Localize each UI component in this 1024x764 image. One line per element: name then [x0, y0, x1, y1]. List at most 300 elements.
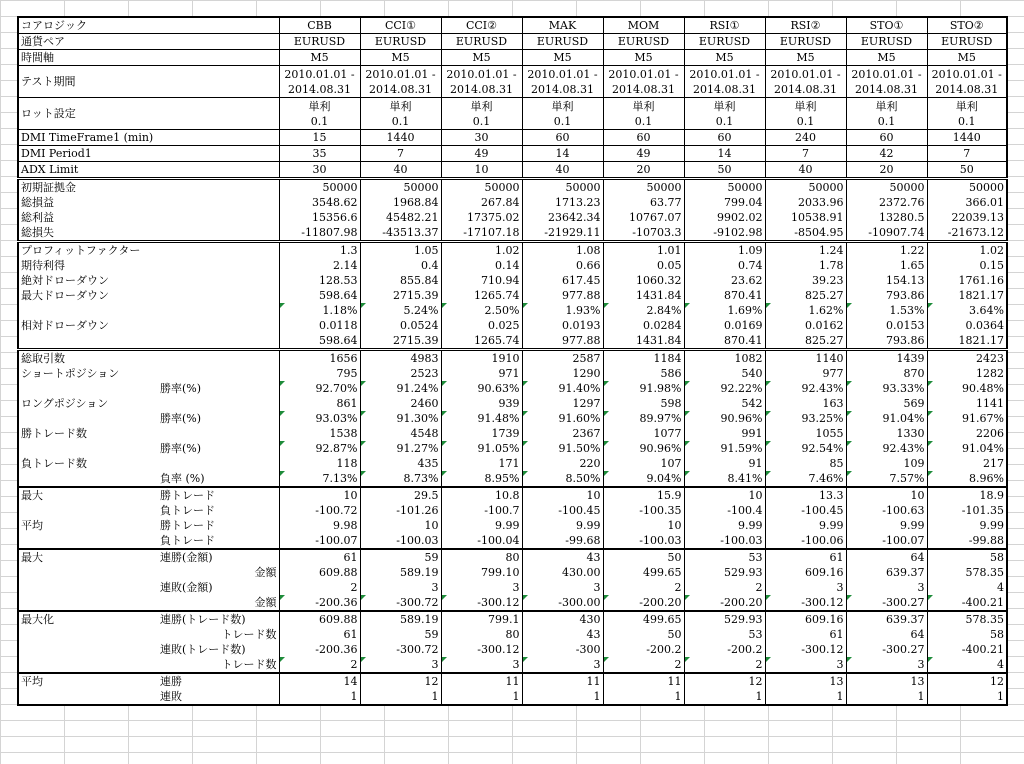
- value-cell-7[interactable]: 13: [765, 673, 846, 689]
- value-cell-1[interactable]: 795: [279, 366, 360, 381]
- row-label[interactable]: 勝トレード数: [18, 426, 158, 441]
- value-cell-9[interactable]: [927, 98, 1007, 130]
- value-cell-5[interactable]: 50000: [603, 179, 684, 196]
- value-cell-5[interactable]: 1.01: [603, 242, 684, 259]
- value-cell-7[interactable]: EURUSD: [765, 34, 846, 50]
- value-cell-5[interactable]: [603, 66, 684, 98]
- value-cell-5[interactable]: 1060.32: [603, 273, 684, 288]
- value-cell-8[interactable]: 569: [846, 396, 927, 411]
- value-cell-9[interactable]: 91.67%: [927, 411, 1007, 426]
- value-cell-3[interactable]: 799.10: [441, 565, 522, 580]
- value-cell-7[interactable]: 50000: [765, 179, 846, 196]
- value-cell-8[interactable]: 793.86: [846, 333, 927, 350]
- value-cell-1[interactable]: M5: [279, 50, 360, 66]
- value-cell-2[interactable]: 1440: [360, 130, 441, 146]
- value-cell-5[interactable]: 1: [603, 689, 684, 705]
- value-cell-7[interactable]: 61: [765, 549, 846, 565]
- row-sublabel[interactable]: [158, 396, 279, 411]
- row-label[interactable]: 総損益: [18, 195, 158, 210]
- value-cell-1[interactable]: 128.53: [279, 273, 360, 288]
- value-cell-1[interactable]: 1656: [279, 350, 360, 367]
- value-cell-7[interactable]: -300.12: [765, 642, 846, 657]
- value-cell-9[interactable]: -400.21: [927, 595, 1007, 611]
- value-cell-8[interactable]: 1.22: [846, 242, 927, 259]
- value-cell-9[interactable]: 1821.17: [927, 288, 1007, 303]
- row-sublabel[interactable]: [158, 303, 279, 318]
- value-cell-7[interactable]: 13.3: [765, 487, 846, 503]
- row-sublabel[interactable]: 勝トレード: [160, 519, 215, 532]
- value-cell-9[interactable]: 9.99: [927, 518, 1007, 533]
- value-cell-7[interactable]: -100.45: [765, 503, 846, 518]
- row-label[interactable]: 初期証拠金: [18, 179, 158, 196]
- value-cell-6[interactable]: 540: [684, 366, 765, 381]
- value-cell-2[interactable]: 8.73%: [360, 471, 441, 487]
- value-cell-1[interactable]: 15: [279, 130, 360, 146]
- row-label[interactable]: [18, 657, 158, 673]
- value-cell-3[interactable]: 1265.74: [441, 333, 522, 350]
- value-cell-5[interactable]: 499.65: [603, 565, 684, 580]
- value-cell-1[interactable]: [279, 66, 360, 98]
- value-cell-2[interactable]: 435: [360, 456, 441, 471]
- row-sublabel[interactable]: [158, 366, 279, 381]
- value-cell-6[interactable]: 1: [684, 689, 765, 705]
- value-cell-7[interactable]: RSI②: [765, 17, 846, 34]
- value-cell-8[interactable]: 0.0153: [846, 318, 927, 333]
- value-cell-3[interactable]: [441, 98, 522, 130]
- value-cell-4[interactable]: MAK: [522, 17, 603, 34]
- value-cell-6[interactable]: 991: [684, 426, 765, 441]
- value-cell-6[interactable]: 53: [684, 627, 765, 642]
- value-cell-8[interactable]: 870: [846, 366, 927, 381]
- value-cell-7[interactable]: 85: [765, 456, 846, 471]
- value-cell-5[interactable]: 499.65: [603, 611, 684, 627]
- value-cell-4[interactable]: 23642.34: [522, 210, 603, 225]
- value-cell-1[interactable]: 598.64: [279, 288, 360, 303]
- value-cell-1[interactable]: -11807.98: [279, 225, 360, 242]
- row-label[interactable]: [18, 565, 158, 580]
- row-label[interactable]: テスト期間: [18, 66, 279, 98]
- value-cell-6[interactable]: 91.59%: [684, 441, 765, 456]
- row-label[interactable]: コアロジック: [18, 17, 279, 34]
- value-cell-5[interactable]: 0.05: [603, 258, 684, 273]
- value-cell-9[interactable]: 366.01: [927, 195, 1007, 210]
- value-cell-2[interactable]: 10: [360, 518, 441, 533]
- value-cell-1[interactable]: 2.14: [279, 258, 360, 273]
- value-cell-4[interactable]: 1.93%: [522, 303, 603, 318]
- value-cell-9[interactable]: 58: [927, 549, 1007, 565]
- value-cell-4[interactable]: 91.50%: [522, 441, 603, 456]
- value-cell-6[interactable]: [684, 98, 765, 130]
- value-cell-8[interactable]: 1330: [846, 426, 927, 441]
- value-cell-2[interactable]: 12: [360, 673, 441, 689]
- value-cell-7[interactable]: 92.54%: [765, 441, 846, 456]
- value-cell-6[interactable]: 2: [684, 657, 765, 673]
- value-cell-1[interactable]: 7.13%: [279, 471, 360, 487]
- value-cell-8[interactable]: -300.27: [846, 642, 927, 657]
- value-cell-5[interactable]: 2.84%: [603, 303, 684, 318]
- value-cell-2[interactable]: -300.72: [360, 595, 441, 611]
- value-cell-2[interactable]: 91.30%: [360, 411, 441, 426]
- value-cell-4[interactable]: 43: [522, 549, 603, 565]
- value-cell-8[interactable]: 7.57%: [846, 471, 927, 487]
- value-cell-2[interactable]: CCI①: [360, 17, 441, 34]
- value-cell-5[interactable]: 50: [603, 627, 684, 642]
- value-cell-8[interactable]: 50000: [846, 179, 927, 196]
- value-cell-4[interactable]: -300: [522, 642, 603, 657]
- value-cell-2[interactable]: 91.24%: [360, 381, 441, 396]
- value-cell-3[interactable]: 0.14: [441, 258, 522, 273]
- value-cell-3[interactable]: 11: [441, 673, 522, 689]
- row-label[interactable]: DMI TimeFrame1 (min): [18, 130, 279, 146]
- row-sublabel[interactable]: 連勝: [158, 673, 279, 689]
- value-cell-6[interactable]: 1082: [684, 350, 765, 367]
- value-cell-3[interactable]: 971: [441, 366, 522, 381]
- value-cell-3[interactable]: 1.02: [441, 242, 522, 259]
- value-cell-6[interactable]: 92.22%: [684, 381, 765, 396]
- value-cell-3[interactable]: 49: [441, 146, 522, 162]
- value-cell-8[interactable]: M5: [846, 50, 927, 66]
- row-sublabel[interactable]: 負トレード: [160, 504, 215, 517]
- value-cell-2[interactable]: -300.72: [360, 642, 441, 657]
- value-cell-3[interactable]: 710.94: [441, 273, 522, 288]
- value-cell-4[interactable]: 11: [522, 673, 603, 689]
- value-cell-1[interactable]: 1.3: [279, 242, 360, 259]
- value-cell-8[interactable]: EURUSD: [846, 34, 927, 50]
- value-cell-5[interactable]: -200.20: [603, 595, 684, 611]
- value-cell-7[interactable]: 0.0162: [765, 318, 846, 333]
- value-cell-7[interactable]: 825.27: [765, 333, 846, 350]
- row-label[interactable]: [18, 595, 158, 611]
- value-cell-3[interactable]: 1265.74: [441, 288, 522, 303]
- row-sublabel[interactable]: 連勝(金額): [158, 549, 279, 565]
- value-cell-7[interactable]: 1140: [765, 350, 846, 367]
- value-cell-7[interactable]: 9.99: [765, 518, 846, 533]
- value-cell-3[interactable]: 80: [441, 627, 522, 642]
- value-cell-1[interactable]: 30: [279, 162, 360, 179]
- value-cell-8[interactable]: 2372.76: [846, 195, 927, 210]
- value-cell-1[interactable]: -100.72: [279, 503, 360, 518]
- value-cell-3[interactable]: -17107.18: [441, 225, 522, 242]
- row-label[interactable]: [18, 689, 158, 705]
- value-cell-9[interactable]: 578.35: [927, 611, 1007, 627]
- value-cell-5[interactable]: 63.77: [603, 195, 684, 210]
- row-label[interactable]: [18, 333, 158, 350]
- value-cell-6[interactable]: 529.93: [684, 565, 765, 580]
- value-cell-9[interactable]: 3.64%: [927, 303, 1007, 318]
- value-cell-3[interactable]: 0.025: [441, 318, 522, 333]
- value-cell-6[interactable]: 8.41%: [684, 471, 765, 487]
- row-sublabel[interactable]: [158, 456, 279, 471]
- value-cell-9[interactable]: 578.35: [927, 565, 1007, 580]
- value-cell-9[interactable]: -21673.12: [927, 225, 1007, 242]
- value-cell-1[interactable]: 2: [279, 657, 360, 673]
- value-cell-7[interactable]: -8504.95: [765, 225, 846, 242]
- value-cell-4[interactable]: -100.45: [522, 503, 603, 518]
- value-cell-9[interactable]: 1761.16: [927, 273, 1007, 288]
- value-cell-2[interactable]: -101.26: [360, 503, 441, 518]
- value-cell-5[interactable]: 1184: [603, 350, 684, 367]
- value-cell-9[interactable]: 0.0364: [927, 318, 1007, 333]
- value-cell-2[interactable]: 2523: [360, 366, 441, 381]
- value-cell-2[interactable]: [360, 66, 441, 98]
- value-cell-6[interactable]: 90.96%: [684, 411, 765, 426]
- value-cell-6[interactable]: 0.0169: [684, 318, 765, 333]
- value-cell-6[interactable]: -100.4: [684, 503, 765, 518]
- value-cell-6[interactable]: 60: [684, 130, 765, 146]
- value-cell-3[interactable]: -300.12: [441, 595, 522, 611]
- value-cell-4[interactable]: 8.50%: [522, 471, 603, 487]
- value-cell-8[interactable]: 1.65: [846, 258, 927, 273]
- value-cell-8[interactable]: 1.53%: [846, 303, 927, 318]
- row-sublabel[interactable]: [158, 350, 279, 367]
- value-cell-9[interactable]: 58: [927, 627, 1007, 642]
- value-cell-4[interactable]: 430: [522, 611, 603, 627]
- value-cell-8[interactable]: 60: [846, 130, 927, 146]
- value-cell-5[interactable]: 91.98%: [603, 381, 684, 396]
- value-cell-9[interactable]: 1282: [927, 366, 1007, 381]
- value-cell-6[interactable]: 1.09: [684, 242, 765, 259]
- value-cell-8[interactable]: 10: [846, 487, 927, 503]
- value-cell-9[interactable]: 12: [927, 673, 1007, 689]
- value-cell-4[interactable]: 9.99: [522, 518, 603, 533]
- value-cell-9[interactable]: M5: [927, 50, 1007, 66]
- value-cell-6[interactable]: 50000: [684, 179, 765, 196]
- row-sublabel[interactable]: 金額: [254, 566, 277, 579]
- value-cell-8[interactable]: 639.37: [846, 611, 927, 627]
- row-label[interactable]: 最大: [18, 487, 158, 503]
- value-cell-8[interactable]: 93.33%: [846, 381, 927, 396]
- value-cell-1[interactable]: 861: [279, 396, 360, 411]
- row-label[interactable]: [18, 471, 158, 487]
- value-cell-3[interactable]: 8.95%: [441, 471, 522, 487]
- value-cell-5[interactable]: 50: [603, 549, 684, 565]
- value-cell-5[interactable]: -100.35: [603, 503, 684, 518]
- value-cell-9[interactable]: 50000: [927, 179, 1007, 196]
- row-label[interactable]: ロット設定: [18, 98, 279, 130]
- row-sublabel[interactable]: [158, 210, 279, 225]
- value-cell-1[interactable]: 61: [279, 627, 360, 642]
- value-cell-5[interactable]: 10: [603, 518, 684, 533]
- value-cell-3[interactable]: 3: [441, 657, 522, 673]
- value-cell-6[interactable]: EURUSD: [684, 34, 765, 50]
- value-cell-1[interactable]: -100.07: [279, 533, 360, 549]
- value-cell-4[interactable]: 2367: [522, 426, 603, 441]
- value-cell-5[interactable]: -100.03: [603, 533, 684, 549]
- value-cell-4[interactable]: 1713.23: [522, 195, 603, 210]
- value-cell-4[interactable]: [522, 66, 603, 98]
- value-cell-5[interactable]: -10703.3: [603, 225, 684, 242]
- value-cell-4[interactable]: [522, 98, 603, 130]
- value-cell-6[interactable]: [684, 66, 765, 98]
- value-cell-2[interactable]: [360, 98, 441, 130]
- value-cell-1[interactable]: 92.87%: [279, 441, 360, 456]
- value-cell-3[interactable]: 267.84: [441, 195, 522, 210]
- value-cell-3[interactable]: 50000: [441, 179, 522, 196]
- value-cell-4[interactable]: 430.00: [522, 565, 603, 580]
- value-cell-2[interactable]: 4548: [360, 426, 441, 441]
- row-sublabel[interactable]: 連敗(トレード数): [160, 643, 246, 656]
- value-cell-7[interactable]: -300.12: [765, 595, 846, 611]
- value-cell-2[interactable]: 91.27%: [360, 441, 441, 456]
- value-cell-8[interactable]: 109: [846, 456, 927, 471]
- value-cell-5[interactable]: EURUSD: [603, 34, 684, 50]
- row-label[interactable]: 平均: [18, 518, 158, 533]
- value-cell-9[interactable]: 2206: [927, 426, 1007, 441]
- value-cell-2[interactable]: 0.4: [360, 258, 441, 273]
- value-cell-7[interactable]: [765, 66, 846, 98]
- value-cell-8[interactable]: 3: [846, 580, 927, 595]
- value-cell-3[interactable]: 91.48%: [441, 411, 522, 426]
- value-cell-8[interactable]: -10907.74: [846, 225, 927, 242]
- value-cell-3[interactable]: [441, 66, 522, 98]
- value-cell-1[interactable]: EURUSD: [279, 34, 360, 50]
- value-cell-4[interactable]: 50000: [522, 179, 603, 196]
- row-label[interactable]: [18, 411, 158, 426]
- row-sublabel[interactable]: 金額: [254, 596, 277, 609]
- value-cell-1[interactable]: 598.64: [279, 333, 360, 350]
- value-cell-7[interactable]: 7.46%: [765, 471, 846, 487]
- value-cell-9[interactable]: 8.96%: [927, 471, 1007, 487]
- value-cell-1[interactable]: 35: [279, 146, 360, 162]
- value-cell-5[interactable]: 20: [603, 162, 684, 179]
- value-cell-2[interactable]: 2460: [360, 396, 441, 411]
- value-cell-7[interactable]: 40: [765, 162, 846, 179]
- value-cell-3[interactable]: 9.99: [441, 518, 522, 533]
- value-cell-1[interactable]: 118: [279, 456, 360, 471]
- value-cell-2[interactable]: 59: [360, 549, 441, 565]
- value-cell-2[interactable]: 0.0524: [360, 318, 441, 333]
- value-cell-8[interactable]: STO①: [846, 17, 927, 34]
- value-cell-4[interactable]: 977.88: [522, 288, 603, 303]
- row-sublabel[interactable]: [158, 258, 279, 273]
- value-cell-4[interactable]: 10: [522, 487, 603, 503]
- value-cell-6[interactable]: -200.2: [684, 642, 765, 657]
- value-cell-8[interactable]: -100.07: [846, 533, 927, 549]
- value-cell-2[interactable]: 1: [360, 689, 441, 705]
- value-cell-3[interactable]: M5: [441, 50, 522, 66]
- row-label[interactable]: 期待利得: [18, 258, 158, 273]
- value-cell-2[interactable]: 2715.39: [360, 288, 441, 303]
- value-cell-1[interactable]: -200.36: [279, 642, 360, 657]
- value-cell-3[interactable]: 30: [441, 130, 522, 146]
- value-cell-4[interactable]: 1: [522, 689, 603, 705]
- value-cell-4[interactable]: 1297: [522, 396, 603, 411]
- value-cell-5[interactable]: 15.9: [603, 487, 684, 503]
- row-label[interactable]: 最大化: [18, 611, 158, 627]
- value-cell-9[interactable]: 1440: [927, 130, 1007, 146]
- value-cell-7[interactable]: 93.25%: [765, 411, 846, 426]
- value-cell-1[interactable]: 609.88: [279, 611, 360, 627]
- value-cell-4[interactable]: 3: [522, 657, 603, 673]
- row-label[interactable]: ショートポジション: [18, 366, 158, 381]
- value-cell-8[interactable]: 64: [846, 549, 927, 565]
- value-cell-8[interactable]: [846, 66, 927, 98]
- value-cell-6[interactable]: 14: [684, 146, 765, 162]
- value-cell-1[interactable]: 10: [279, 487, 360, 503]
- value-cell-9[interactable]: 1.02: [927, 242, 1007, 259]
- value-cell-1[interactable]: 15356.6: [279, 210, 360, 225]
- value-cell-2[interactable]: 2715.39: [360, 333, 441, 350]
- value-cell-7[interactable]: 825.27: [765, 288, 846, 303]
- row-sublabel[interactable]: 負率 (%): [160, 472, 205, 485]
- value-cell-5[interactable]: 2: [603, 580, 684, 595]
- value-cell-7[interactable]: 609.16: [765, 565, 846, 580]
- value-cell-8[interactable]: 42: [846, 146, 927, 162]
- value-cell-3[interactable]: -300.12: [441, 642, 522, 657]
- row-sublabel[interactable]: [158, 333, 279, 350]
- value-cell-8[interactable]: 64: [846, 627, 927, 642]
- value-cell-1[interactable]: 1.18%: [279, 303, 360, 318]
- value-cell-6[interactable]: 10: [684, 487, 765, 503]
- row-label[interactable]: [18, 303, 158, 318]
- value-cell-1[interactable]: 0.0118: [279, 318, 360, 333]
- value-cell-3[interactable]: -100.04: [441, 533, 522, 549]
- value-cell-9[interactable]: 1821.17: [927, 333, 1007, 350]
- value-cell-4[interactable]: M5: [522, 50, 603, 66]
- value-cell-7[interactable]: M5: [765, 50, 846, 66]
- row-sublabel[interactable]: 勝率(%): [160, 412, 202, 425]
- value-cell-2[interactable]: 3: [360, 657, 441, 673]
- row-label[interactable]: ロングポジション: [18, 396, 158, 411]
- value-cell-7[interactable]: 1.24: [765, 242, 846, 259]
- value-cell-2[interactable]: 59: [360, 627, 441, 642]
- value-cell-7[interactable]: 92.43%: [765, 381, 846, 396]
- value-cell-3[interactable]: 939: [441, 396, 522, 411]
- value-cell-7[interactable]: 39.23: [765, 273, 846, 288]
- value-cell-2[interactable]: 50000: [360, 179, 441, 196]
- value-cell-3[interactable]: 171: [441, 456, 522, 471]
- value-cell-7[interactable]: 7: [765, 146, 846, 162]
- value-cell-8[interactable]: 13: [846, 673, 927, 689]
- row-sublabel[interactable]: [158, 195, 279, 210]
- value-cell-3[interactable]: -100.7: [441, 503, 522, 518]
- value-cell-1[interactable]: 1538: [279, 426, 360, 441]
- value-cell-1[interactable]: 92.70%: [279, 381, 360, 396]
- row-sublabel[interactable]: [158, 225, 279, 242]
- value-cell-8[interactable]: 9.99: [846, 518, 927, 533]
- value-cell-5[interactable]: 1431.84: [603, 333, 684, 350]
- row-sublabel[interactable]: 勝率(%): [160, 382, 202, 395]
- value-cell-8[interactable]: [846, 98, 927, 130]
- row-sublabel[interactable]: [158, 288, 279, 303]
- value-cell-3[interactable]: CCI②: [441, 17, 522, 34]
- value-cell-9[interactable]: 2423: [927, 350, 1007, 367]
- value-cell-5[interactable]: 586: [603, 366, 684, 381]
- value-cell-1[interactable]: 3548.62: [279, 195, 360, 210]
- value-cell-4[interactable]: 2587: [522, 350, 603, 367]
- row-sublabel[interactable]: トレード数: [221, 628, 277, 641]
- value-cell-9[interactable]: 1: [927, 689, 1007, 705]
- value-cell-4[interactable]: 91.40%: [522, 381, 603, 396]
- row-label[interactable]: [18, 441, 158, 456]
- value-cell-7[interactable]: [765, 98, 846, 130]
- value-cell-4[interactable]: -300.00: [522, 595, 603, 611]
- value-cell-8[interactable]: 92.43%: [846, 441, 927, 456]
- value-cell-6[interactable]: 9.99: [684, 518, 765, 533]
- value-cell-9[interactable]: 22039.13: [927, 210, 1007, 225]
- value-cell-3[interactable]: 91.05%: [441, 441, 522, 456]
- value-cell-1[interactable]: CBB: [279, 17, 360, 34]
- value-cell-9[interactable]: 50: [927, 162, 1007, 179]
- value-cell-7[interactable]: -100.06: [765, 533, 846, 549]
- value-cell-9[interactable]: 18.9: [927, 487, 1007, 503]
- value-cell-5[interactable]: 0.0284: [603, 318, 684, 333]
- value-cell-1[interactable]: -200.36: [279, 595, 360, 611]
- row-label[interactable]: 総利益: [18, 210, 158, 225]
- value-cell-8[interactable]: 13280.5: [846, 210, 927, 225]
- value-cell-3[interactable]: 10.8: [441, 487, 522, 503]
- value-cell-4[interactable]: 617.45: [522, 273, 603, 288]
